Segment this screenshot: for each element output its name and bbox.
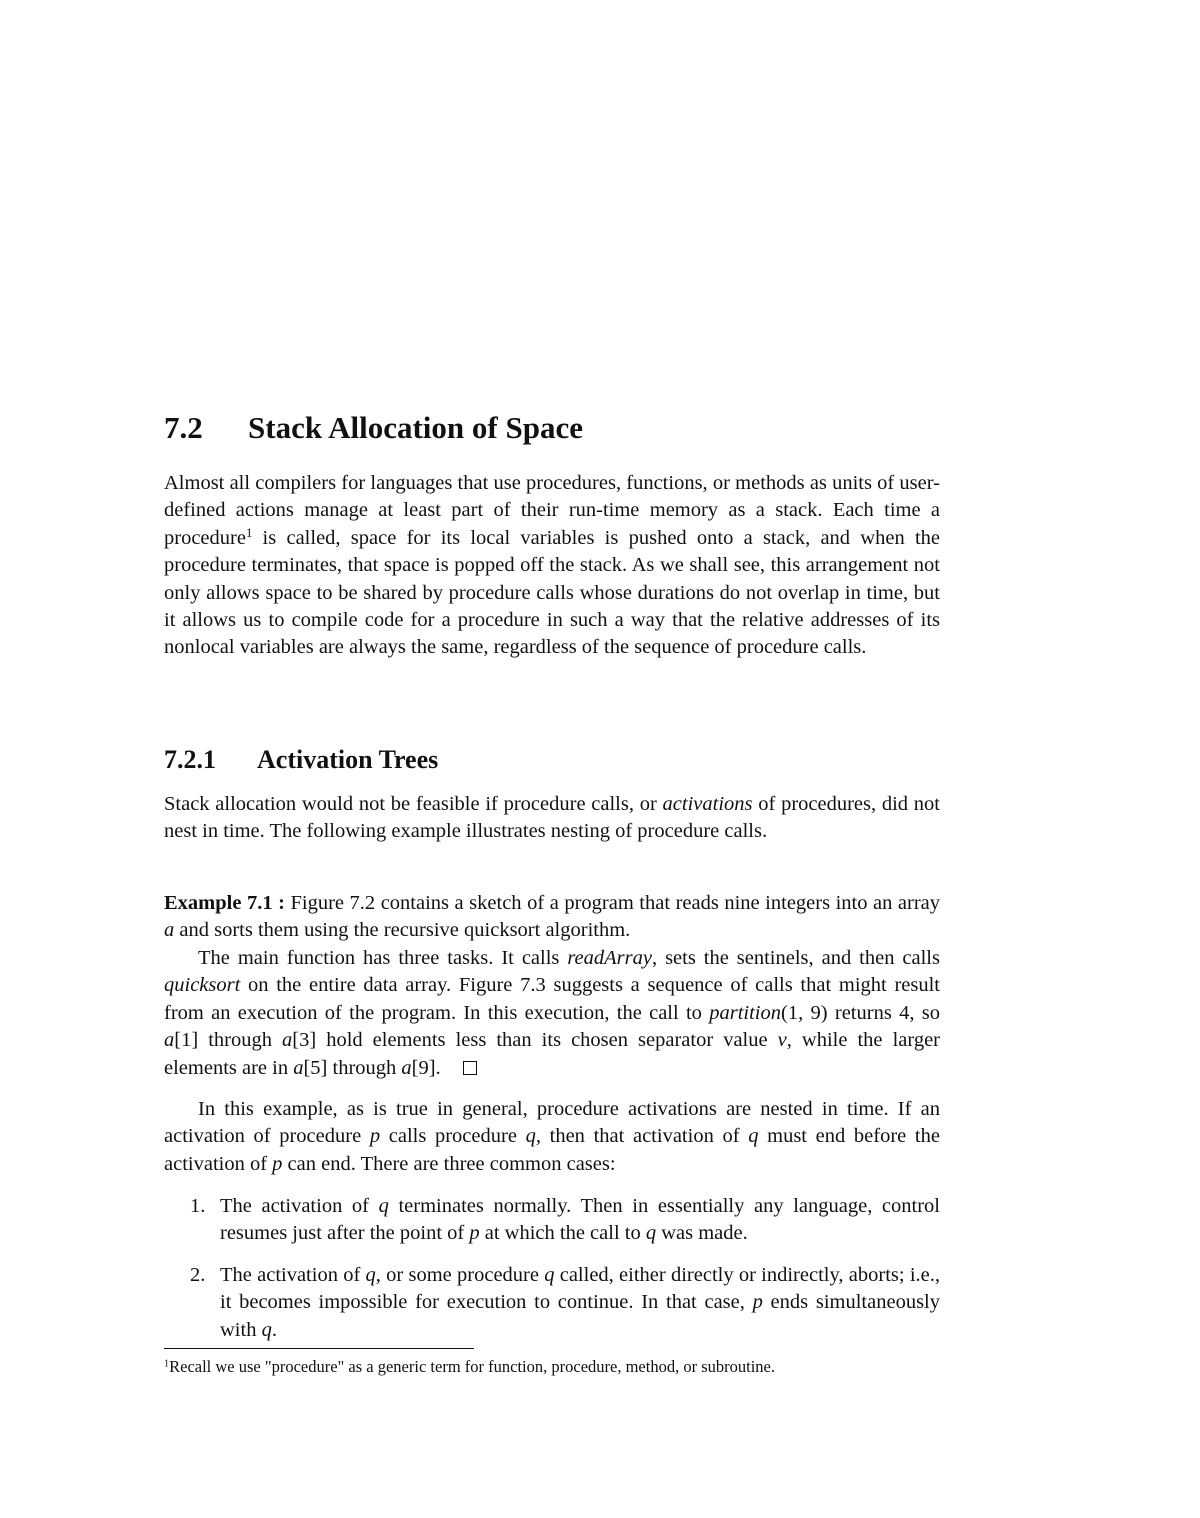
list-item-text xyxy=(220,1193,940,1248)
text-run: on the entire data array. Figure 7.3 suggests a sequence of calls that might result from an execution of the program. In this execution, the call to xyxy=(164,974,940,1024)
fn-partition: partition xyxy=(709,1001,781,1024)
text-run: of procedures, did not nest in time. The following example illustrates nesting of procedure calls. xyxy=(164,793,940,843)
example-continuation xyxy=(164,945,940,1082)
var-q: q xyxy=(378,1195,389,1217)
list-item-number: 2. xyxy=(190,1264,206,1286)
section-number: 7.2 xyxy=(164,410,203,445)
var-a: a xyxy=(164,919,175,942)
section-heading xyxy=(164,408,940,448)
var-q: q xyxy=(525,1125,536,1148)
footnote-divider xyxy=(164,1348,474,1349)
text-run: Figure 7.2 contains a sketch of a program that reads nine integers into an array xyxy=(284,892,941,914)
text-run: must end before the activation of xyxy=(164,1125,940,1175)
text-run: and sorts them using the recursive quicksort algorithm. xyxy=(174,919,631,942)
text-run: [3] hold elements less than its chosen separator value xyxy=(292,1029,778,1052)
var-p: p xyxy=(469,1222,480,1245)
footnote-mark: 1 xyxy=(164,1358,170,1370)
var-p: p xyxy=(272,1152,283,1175)
term-activations: activations xyxy=(662,793,753,815)
text-run: [5] through xyxy=(303,1056,402,1079)
footnote xyxy=(164,1354,940,1379)
var-q: q xyxy=(544,1264,555,1286)
text-run: The activation of xyxy=(220,1264,366,1286)
text-run: at which the call to xyxy=(479,1222,646,1245)
var-a: a xyxy=(164,1029,175,1052)
section-title: Stack Allocation of Space xyxy=(248,410,583,445)
end-of-proof-box-icon xyxy=(463,1061,477,1075)
text-run: , then that activation of xyxy=(535,1125,749,1148)
text-run: terminates normally. Then in essentially any language, control resumes just after the point of xyxy=(220,1195,940,1245)
book-page xyxy=(164,0,940,1518)
intro-paragraph xyxy=(164,470,940,662)
list-item xyxy=(186,1193,940,1248)
text-run: called, either directly or indirectly, aborts; i.e., it becomes impossible for execution to continue. In that case, xyxy=(220,1264,940,1314)
var-q: q xyxy=(365,1264,376,1286)
text-run: ends simultaneously with xyxy=(220,1291,940,1341)
text-run: The activation of xyxy=(220,1195,379,1217)
list-item-text xyxy=(220,1262,940,1344)
text-run: was made. xyxy=(656,1222,748,1245)
var-v: v xyxy=(777,1029,787,1052)
fn-readarray: readArray xyxy=(567,947,652,969)
text-run: calls procedure xyxy=(380,1125,526,1148)
text-run: Stack allocation would not be feasible if procedure calls, or xyxy=(164,793,663,815)
var-q: q xyxy=(261,1318,272,1341)
subsection-heading xyxy=(164,743,940,777)
activation-paragraph xyxy=(164,791,940,846)
text-run: [9]. xyxy=(411,1056,441,1079)
example-label: Example 7.1 : xyxy=(164,892,285,914)
var-p: p xyxy=(369,1125,381,1148)
text-run: can end. There are three common cases: xyxy=(282,1152,616,1175)
footnote-ref[interactable]: 1 xyxy=(245,525,253,540)
text-run: The main function has three tasks. It calls xyxy=(198,947,568,969)
list-item xyxy=(186,1262,940,1344)
fn-quicksort: quicksort xyxy=(164,974,241,997)
list-item-number: 1. xyxy=(190,1195,206,1217)
text-run: , or some procedure xyxy=(375,1264,545,1286)
nesting-paragraph xyxy=(164,1096,940,1178)
text-run: [1] through xyxy=(174,1029,282,1052)
text-run: , sets the sentinels, and then calls xyxy=(652,947,940,969)
var-a: a xyxy=(401,1056,412,1079)
intro-text-1: Almost all compilers for languages that use procedures, functions, or methods as units of user-defined actions manage at least part of their run-time memory as a stack. Each time a procedure xyxy=(164,472,940,549)
var-a: a xyxy=(293,1056,304,1079)
var-p: p xyxy=(752,1291,763,1314)
var-q: q xyxy=(748,1125,759,1148)
var-q: q xyxy=(645,1222,657,1245)
footnote-text: Recall we use "procedure" as a generic term for function, procedure, method, or subroutine. xyxy=(169,1357,775,1376)
subsection-title: Activation Trees xyxy=(257,745,439,774)
text-run: . xyxy=(271,1318,277,1341)
subsection-number: 7.2.1 xyxy=(164,745,216,774)
text-run: In this example, as is true in general, procedure activations are nested in time. If an activation of procedure xyxy=(164,1098,940,1148)
text-run: (1, 9) returns 4, so xyxy=(781,1001,940,1024)
intro-text-2: is called, space for its local variables is pushed onto a stack, and when the procedure terminates, that space is popped off the stack. As we shall see, this arrangement not only allows space to be shared by procedure calls whose durations do not overlap in time, but it allows us to compile code for a procedure in such a way that the relative addresses of its nonlocal variables are always the same, regardless of the sequence of procedure calls. xyxy=(164,526,940,659)
text-run: , while the larger elements are in xyxy=(164,1029,940,1079)
var-a: a xyxy=(282,1029,293,1052)
example-paragraph xyxy=(164,890,940,945)
